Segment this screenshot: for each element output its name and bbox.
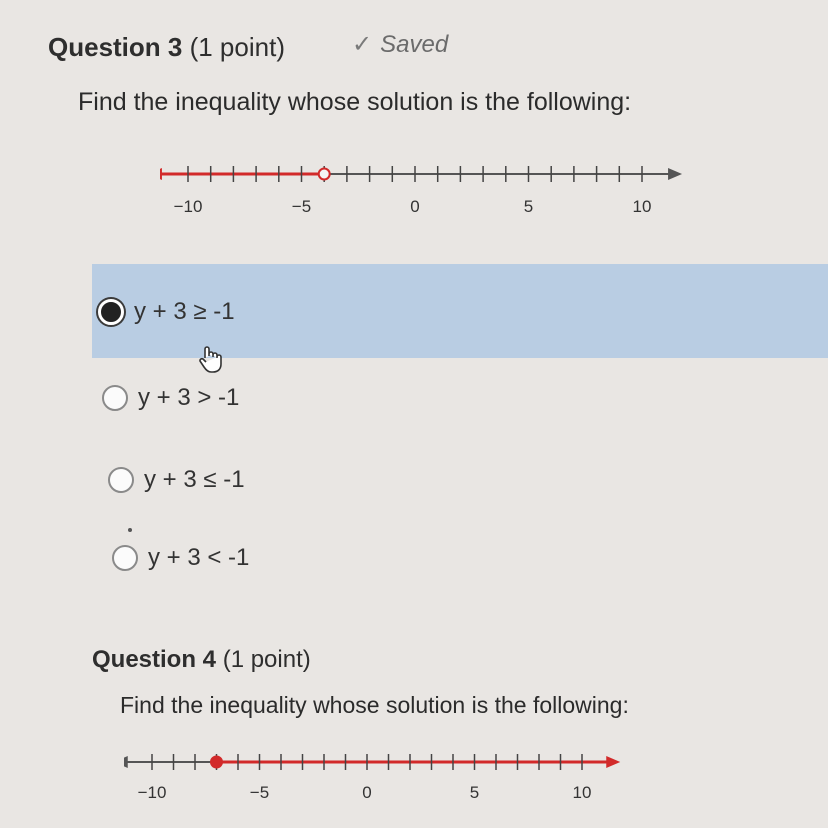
tick-label: 0 <box>410 197 420 216</box>
radio-button[interactable] <box>108 467 134 493</box>
tick-label: −10 <box>173 197 203 216</box>
tick-label: 10 <box>572 783 592 802</box>
question-3-prompt: Find the inequality whose solution is the following: <box>78 88 632 116</box>
radio-button-selected[interactable] <box>98 299 124 325</box>
option-3-label: y + 3 ≤ -1 <box>144 466 245 493</box>
arrow-left-icon <box>124 756 128 768</box>
option-4-label: y + 3 < -1 <box>148 544 250 571</box>
closed-endpoint <box>211 757 222 768</box>
saved-status <box>352 30 448 59</box>
question-3-number-line <box>160 150 690 220</box>
tick-label: 10 <box>632 197 652 216</box>
screen-speck <box>128 528 132 532</box>
option-1-label: y + 3 ≥ -1 <box>134 298 235 325</box>
option-4[interactable] <box>112 544 249 572</box>
question-4-points: (1 point) <box>222 646 311 673</box>
option-2[interactable] <box>102 384 239 412</box>
tick-label: −5 <box>291 197 312 216</box>
hand-pointer-icon <box>196 344 226 374</box>
tick-label: 0 <box>362 783 372 802</box>
saved-label: Saved <box>380 31 449 58</box>
arrow-right-icon <box>606 756 620 768</box>
question-4-prompt: Find the inequality whose solution is the following: <box>120 692 629 718</box>
question-3-title <box>48 32 285 63</box>
option-1[interactable] <box>98 298 235 326</box>
tick-label: −5 <box>249 783 270 802</box>
arrow-right-icon <box>668 168 682 180</box>
check-icon: ✓ <box>352 31 373 58</box>
question-4-title <box>92 646 311 674</box>
question-3-points: (1 point) <box>189 32 285 62</box>
tick-label: 5 <box>469 783 480 802</box>
question-4-number-line <box>124 740 654 810</box>
question-3-label: Question 3 <box>48 32 183 62</box>
question-4-label: Question 4 <box>92 646 217 673</box>
tick-label: −10 <box>137 783 167 802</box>
tick-label: 5 <box>523 197 534 216</box>
radio-button[interactable] <box>102 385 128 411</box>
open-endpoint <box>319 169 330 180</box>
option-3[interactable] <box>108 466 245 494</box>
radio-button[interactable] <box>112 545 138 571</box>
option-2-label: y + 3 > -1 <box>138 384 240 411</box>
